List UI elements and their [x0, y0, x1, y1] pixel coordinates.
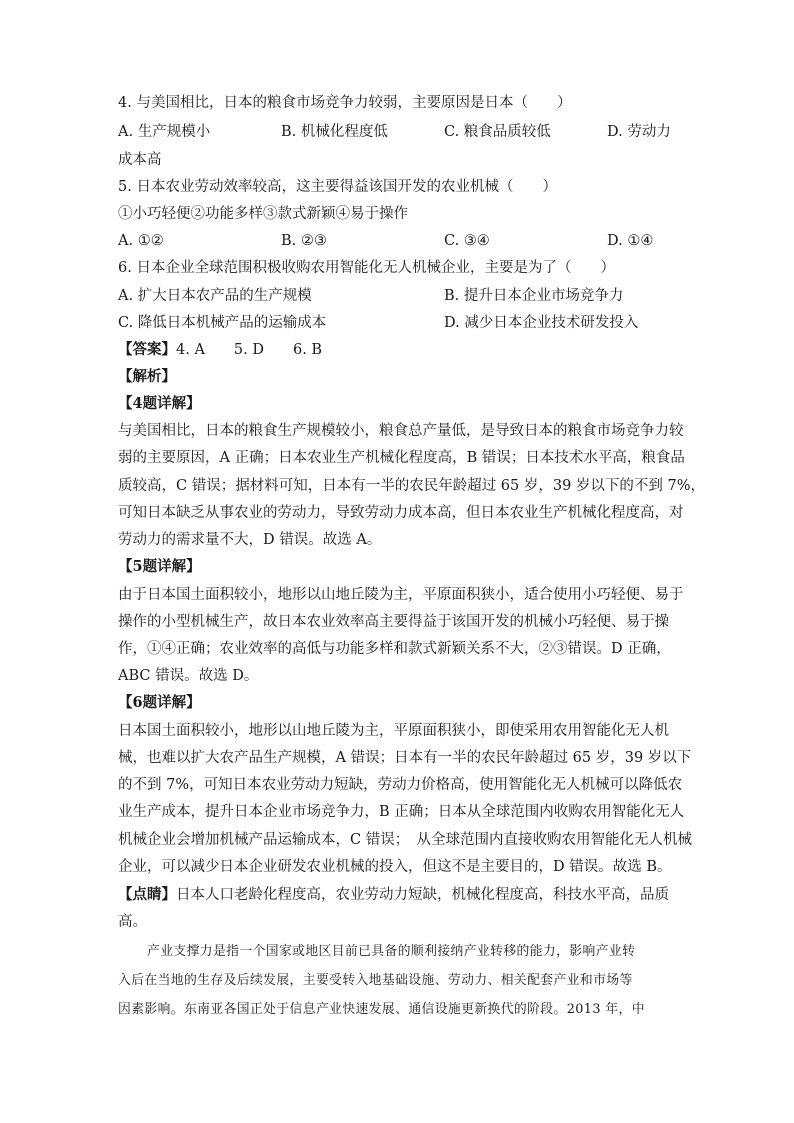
detail-6-line: 械，也难以扩大农产品生产规模，A 错误；日本有一半的农民年龄超过 65 岁，39 岁以下 — [118, 750, 692, 766]
detail-6-line: 机械企业会增加机械产品运输成本，C 错误； 从全球范围内直接收购农用智能化无人机械 — [118, 832, 692, 848]
material-line: 产业支撑力是指一个国家或地区目前已具备的顺利接纳产业转移的能力，影响产业转 — [147, 944, 636, 959]
question-5-items: ①小巧轻便②功能多样③款式新颖④易于操作 — [118, 206, 408, 222]
q6-option-c: C. 降低日本机械产品的运输成本 — [118, 315, 327, 331]
material-line: 入后在当地的生存及后续发展，主要受转入地基础设施、劳动力、相关配套产业和市场等 — [118, 973, 633, 988]
detail-4-line: 质较高，C 错误；据材料可知，日本有一半的农民年龄超过 65 岁，39 岁以下的不到 7%， — [118, 478, 706, 494]
analysis-label: 【解析】 — [118, 368, 176, 385]
note-label: 【点睛】 — [118, 886, 176, 903]
detail-5-line: ABC 错误。故选 D。 — [118, 668, 259, 684]
detail-5-title: 【5题详解】 — [118, 558, 201, 575]
detail-6-title: 【6题详解】 — [118, 694, 201, 711]
answer-line — [118, 340, 322, 360]
q4-option-c: C. 粮食品质较低 — [444, 124, 551, 140]
detail-4-line: 与美国相比，日本的粮食生产规模较小，粮食总产量低，是导致日本的粮食市场竞争力较 — [118, 423, 684, 439]
question-6-stem: 6. 日本企业全球范围积极收购农用智能化无人机械企业，主要是为了（ ） — [118, 260, 615, 276]
note-line — [118, 885, 669, 905]
q5-option-d: D. ①④ — [607, 233, 654, 249]
detail-6-line: 的不到 7%，可知日本农业劳动力短缺，劳动力价格高，使用智能化无人机械可以降低农 — [118, 777, 683, 793]
q4-option-b: B. 机械化程度低 — [281, 124, 388, 140]
detail-6-line: 企业，可以减少日本企业研发农业机械的投入，但这不是主要目的，D 错误。故选 B。 — [118, 859, 672, 875]
material-line: 因素影响。东南亚各国正处于信息产业快速发展、通信设施更新换代的阶段。2013 年，中 — [118, 1002, 645, 1017]
question-4-stem: 4. 与美国相比，日本的粮食市场竞争力较弱，主要原因是日本（ ） — [118, 95, 572, 111]
q4-option-d-wrap: 成本高 — [118, 152, 162, 168]
q6-option-d: D. 减少日本企业技术研发投入 — [444, 315, 639, 331]
q6-option-b: B. 提升日本企业市场竞争力 — [444, 288, 624, 304]
detail-4-title: 【4题详解】 — [118, 395, 201, 412]
q5-option-b: B. ②③ — [281, 233, 327, 249]
q4-option-d: D. 劳动力 — [607, 124, 671, 140]
detail-4-line: 劳动力的需求量不大，D 错误。故选 A。 — [118, 532, 382, 548]
detail-5-line: 由于日本国土面积较小，地形以山地丘陵为主，平原面积狭小，适合使用小巧轻便、易于 — [118, 587, 684, 603]
q6-option-a: A. 扩大日本农产品的生产规模 — [118, 288, 312, 304]
detail-6-line: 日本国土面积较小，地形以山地丘陵为主，平原面积狭小，即使采用农用智能化无人机 — [118, 723, 669, 739]
detail-4-line: 可知日本缺乏从事农业的劳动力，导致劳动力成本高，但日本农业生产机械化程度高，对 — [118, 505, 684, 521]
q5-option-a: A. ①② — [118, 233, 164, 249]
answer-label: 【答案】 — [118, 341, 176, 358]
q4-option-a: A. 生产规模小 — [118, 124, 211, 140]
note-line-2: 高。 — [118, 914, 147, 930]
question-5-stem: 5. 日本农业劳动效率较高，这主要得益该国开发的农业机械（ ） — [118, 179, 557, 195]
detail-5-line: 操作的小型机械生产，故日本农业效率高主要得益于该国开发的机械小巧轻便、易于操 — [118, 614, 669, 630]
detail-6-line: 业生产成本，提升日本企业市场竞争力，B 正确；日本从全球范围内收购农用智能化无人 — [118, 804, 685, 820]
answer-text: 4. A 5. D 6. B — [176, 342, 323, 358]
detail-4-line: 弱的主要原因，A 正确；日本农业生产机械化程度高，B 错误；日本技术水平高，粮食品 — [118, 450, 685, 466]
detail-5-line: 作，①④正确；农业效率的高低与功能多样和款式新颖关系不大，②③错误。D 正确， — [118, 641, 671, 657]
note-text: 日本人口老龄化程度高，农业劳动力短缺，机械化程度高，科技水平高，品质 — [176, 887, 669, 903]
q5-option-c: C. ③④ — [444, 233, 490, 249]
